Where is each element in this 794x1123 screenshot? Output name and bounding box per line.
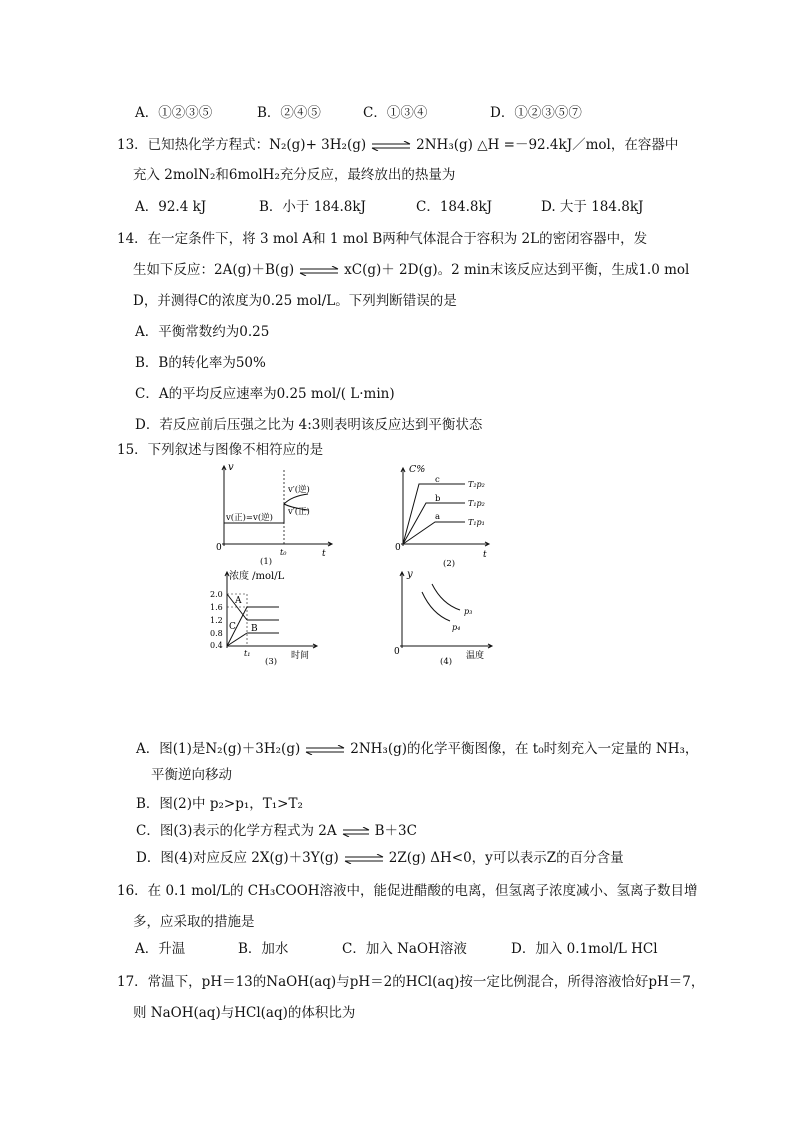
- figure-4-y-temperature-graph: [392, 566, 497, 670]
- fig2-curve-a: a: [435, 512, 441, 522]
- q16-stem-line2: 多，应采取的措施是: [133, 914, 255, 930]
- fig3-series-a: A: [235, 596, 242, 606]
- q15-option-c-pre: C．图(3)表示的化学方程式为 2A: [136, 823, 337, 839]
- q16-option-c: C．加入 NaOH溶液: [342, 941, 467, 957]
- fig3-x-label: 时间: [291, 651, 310, 661]
- q13-option-a: A．92.4 kJ: [135, 199, 207, 215]
- fig3-tick-0-8: 0.8: [210, 629, 223, 638]
- fig3-series-b: B: [251, 624, 258, 634]
- fig3-tick-0-4: 0.4: [210, 641, 223, 650]
- q14-option-d: D．若反应前后压强之比为 4:3则表明该反应达到平衡状态: [135, 417, 483, 433]
- fig3-t1-label: t₁: [244, 649, 251, 658]
- q16-option-a: A．升温: [135, 941, 186, 957]
- q13-stem-line1: [117, 136, 678, 154]
- fig2-curve-c: c: [435, 475, 440, 485]
- q12-option-d: D．①②③⑤⑦: [490, 105, 582, 121]
- fig4-caption: (4): [440, 657, 453, 667]
- fig2-x-label: t: [483, 550, 487, 560]
- fig4-x-label: 温度: [466, 651, 485, 661]
- fig1-caption: (1): [260, 557, 273, 567]
- q15-stem: 15．下列叙述与图像不相符应的是: [117, 442, 324, 458]
- q16-stem-line1: 16．在 0.1 mol/L的 CH₃COOH溶液中，能促进醋酸的电离，但氢离子浓度减小、氢离子数目增: [117, 883, 698, 899]
- fig2-label-b: T₁p₂: [468, 499, 485, 508]
- q15-option-d-post: 2Z(g) ΔH<0，y可以表示Z的百分含量: [388, 850, 624, 866]
- fig2-curve-b: b: [435, 494, 441, 504]
- fig2-caption: (2): [443, 559, 456, 568]
- q17-stem-line2: 则 NaOH(aq)与HCl(aq)的体积比为: [133, 1005, 356, 1021]
- q15-option-a-pre: A．图(1)是N₂(g)＋3H₂(g): [136, 741, 301, 757]
- equilibrium-arrow-icon: [370, 141, 412, 151]
- q13-stem-line2: 充入 2molN₂和6molH₂充分反应，最终放出的热量为: [133, 167, 456, 183]
- q15-option-c-post: B＋3C: [374, 823, 417, 839]
- fig2-label-c: T₂p₂: [468, 480, 485, 489]
- q15-option-b: B．图(2)中 p₂>p₁，T₁>T₂: [136, 796, 303, 812]
- fig3-caption: (3): [265, 657, 278, 667]
- fig2-origin: 0: [395, 543, 401, 553]
- q14-option-b: B．B的转化率为50%: [135, 355, 266, 371]
- q15-option-a-line2: 平衡逆向移动: [151, 767, 232, 783]
- equilibrium-arrow-icon: [304, 745, 346, 755]
- equilibrium-arrow-icon: [343, 854, 385, 864]
- q13-option-d: D. 大于 184.8kJ: [541, 199, 644, 215]
- fig1-y-label: v: [228, 462, 234, 473]
- q14-stem-line2: [133, 261, 689, 279]
- fig4-curve-p3: p₃: [464, 607, 473, 616]
- fig1-origin: 0: [216, 543, 222, 553]
- fig3-tick-1-2: 1.2: [210, 616, 223, 625]
- figure-3-concentration-time-graph: [207, 566, 322, 670]
- q13-option-b: B．小于 184.8kJ: [259, 199, 366, 215]
- q12-option-b: B．②④⑤: [257, 105, 321, 121]
- equilibrium-arrow-icon: [341, 827, 371, 837]
- q13-stem-post: 2NH₃(g) △H =－92.4kJ／mol，在容器中: [416, 137, 679, 153]
- figure-1-rate-time-graph: [212, 460, 337, 568]
- q14-stem-line3: D，并测得C的浓度为0.25 mol/L。下列判断错误的是: [133, 293, 457, 309]
- q15-option-c: [136, 822, 417, 840]
- q13-stem-pre: 13．已知热化学方程式：N₂(g)+ 3H₂(g): [117, 137, 367, 153]
- q12-option-a: A．①②③⑤: [135, 105, 213, 121]
- q15-option-d-pre: D．图(4)对应反应 2X(g)＋3Y(g): [136, 850, 339, 866]
- q17-stem-line1: 17．常温下，pH＝13的NaOH(aq)与pH＝2的HCl(aq)按一定比例混合，所得溶液恰好pH＝7，: [117, 974, 705, 990]
- fig1-x-label: t: [322, 549, 326, 559]
- q16-option-b: B．加水: [238, 941, 289, 957]
- fig3-tick-1-6: 1.6: [210, 603, 223, 612]
- fig3-tick-2-0: 2.0: [210, 590, 223, 599]
- q15-option-d: [136, 849, 624, 867]
- fig2-label-a: T₁p₁: [468, 518, 485, 527]
- q14-stem-line1: 14．在一定条件下，将 3 mol A和 1 mol B两种气体混合于容积为 2L的密闭容器中，发: [117, 231, 648, 247]
- figure-2-percent-time-graph: [395, 462, 495, 568]
- fig1-t0-label: t₀: [280, 548, 287, 557]
- fig1-eq-label: v(正)=v(逆): [226, 513, 273, 523]
- q15-option-a-line1: [136, 740, 698, 758]
- fig4-origin: 0: [394, 647, 400, 657]
- fig4-y-label: y: [407, 569, 413, 580]
- q14-stem-post: xC(g)＋ 2D(g)。2 min末该反应达到平衡，生成1.0 mol: [344, 262, 690, 278]
- q12-option-c: C．①③④: [363, 105, 428, 121]
- q16-option-d: D．加入 0.1mol/L HCl: [511, 941, 658, 957]
- q13-option-c: C．184.8kJ: [416, 199, 493, 215]
- q15-option-a-post: 2NH₃(g)的化学平衡图像，在 t₀时刻充入一定量的 NH₃，: [350, 741, 699, 757]
- fig3-series-c: C: [229, 622, 236, 632]
- equilibrium-arrow-icon: [298, 266, 340, 276]
- fig1-rev-label: v′(逆): [288, 485, 310, 495]
- q14-option-a: A．平衡常数约为0.25: [135, 324, 270, 340]
- q14-stem-pre: 生如下反应：2A(g)＋B(g): [133, 262, 295, 278]
- fig4-curve-p4: p₄: [452, 623, 461, 632]
- fig3-y-label: 浓度 /mol/L: [229, 571, 285, 582]
- fig1-fwd-label: v′(正): [288, 507, 310, 517]
- q14-option-c: C．A的平均反应速率为0.25 mol/( L·min): [135, 386, 395, 402]
- fig2-y-label: C%: [409, 464, 426, 475]
